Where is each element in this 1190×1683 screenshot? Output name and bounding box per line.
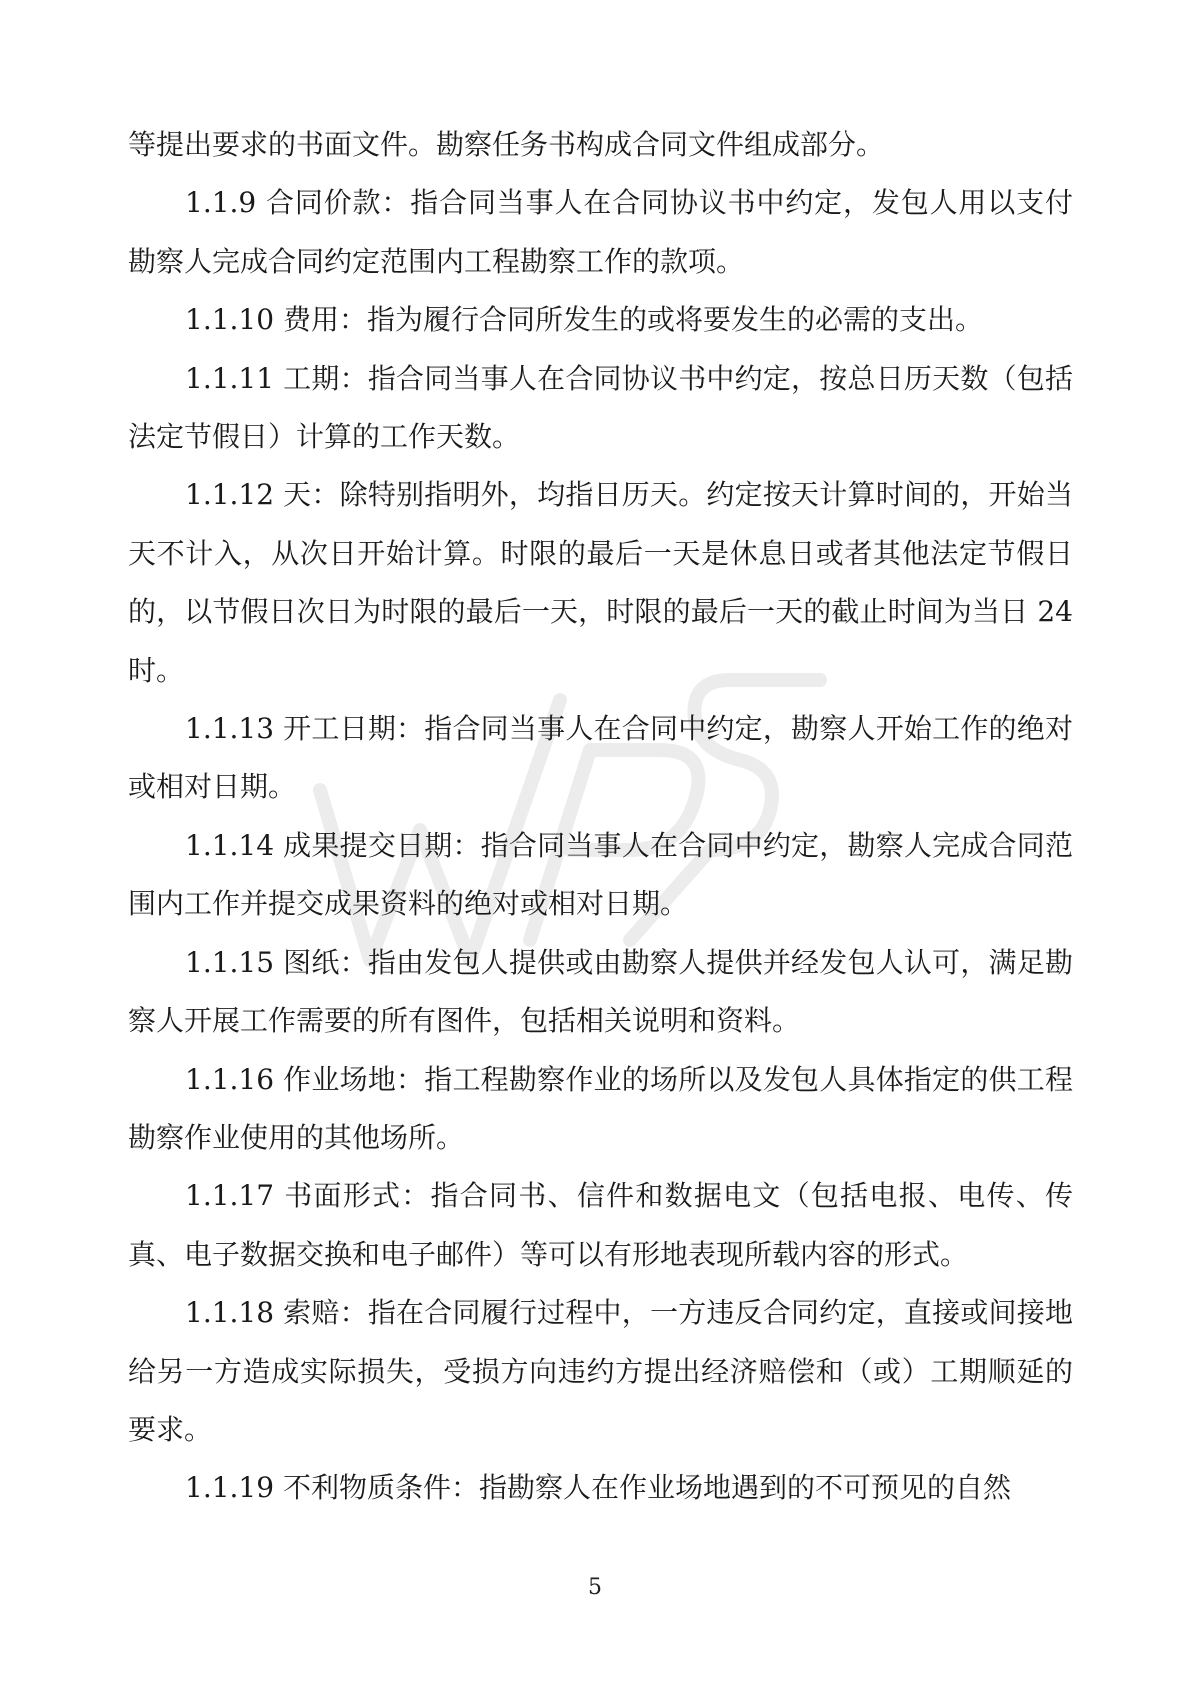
clause-1-1-14: 1.1.14 成果提交日期：指合同当事人在合同中约定，勘察人完成合同范围内工作并提交成果资料的绝对或相对日期。 <box>128 828 1073 921</box>
clause-1-1-18: 1.1.18 索赔：指在合同履行过程中，一方违反合同约定，直接或间接地给另一方造成实际损失，受损方向违约方提出经济赔偿和（或）工期顺延的要求。 <box>128 1296 1073 1446</box>
page-number: 5 <box>588 1575 602 1600</box>
clause-1-1-19: 1.1.19 不利物质条件：指勘察人在作业场地遇到的不可预见的自然 <box>185 1471 1011 1505</box>
clause-1-1-13: 1.1.13 开工日期：指合同当事人在合同中约定，勘察人开始工作的绝对或相对日期。 <box>128 712 1073 804</box>
paragraph: 等提出要求的书面文件。勘察任务书构成合同文件组成部分。 <box>128 128 885 161</box>
clause-1-1-11: 1.1.11 工期：指合同当事人在合同协议书中约定，按总日历天数（包括法定节假日）计算的工作天数。 <box>128 361 1073 454</box>
clause-1-1-9: 1.1.9 合同价款：指合同当事人在合同协议书中约定，发包人用以支付勘察人完成合同约定范围内工程勘察工作的款项。 <box>128 186 1073 278</box>
clause-1-1-12: 1.1.12 天：除特别指明外，均指日历天。约定按天计算时间的，开始当天不计入，从次日开始计算。时限的最后一天是休息日或者其他法定节假日的，以节假日次日为时限的最后一天，时限的最后一天的截止时间为当日 24 时。 <box>128 478 1073 687</box>
clause-1-1-17: 1.1.17 书面形式：指合同书、信件和数据电文（包括电报、电传、传真、电子数据交换和电子邮件）等可以有形地表现所载内容的形式。 <box>128 1179 1073 1271</box>
clause-1-1-16: 1.1.16 作业场地：指工程勘察作业的场所以及发包人具体指定的供工程勘察作业使用的其他场所。 <box>128 1062 1073 1154</box>
clause-1-1-10: 1.1.10 费用：指为履行合同所发生的或将要发生的必需的支出。 <box>185 303 983 337</box>
clause-1-1-15: 1.1.15 图纸：指由发包人提供或由勘察人提供并经发包人认可，满足勘察人开展工作需要的所有图件，包括相关说明和资料。 <box>128 945 1073 1038</box>
document-body <box>128 116 1073 1518</box>
